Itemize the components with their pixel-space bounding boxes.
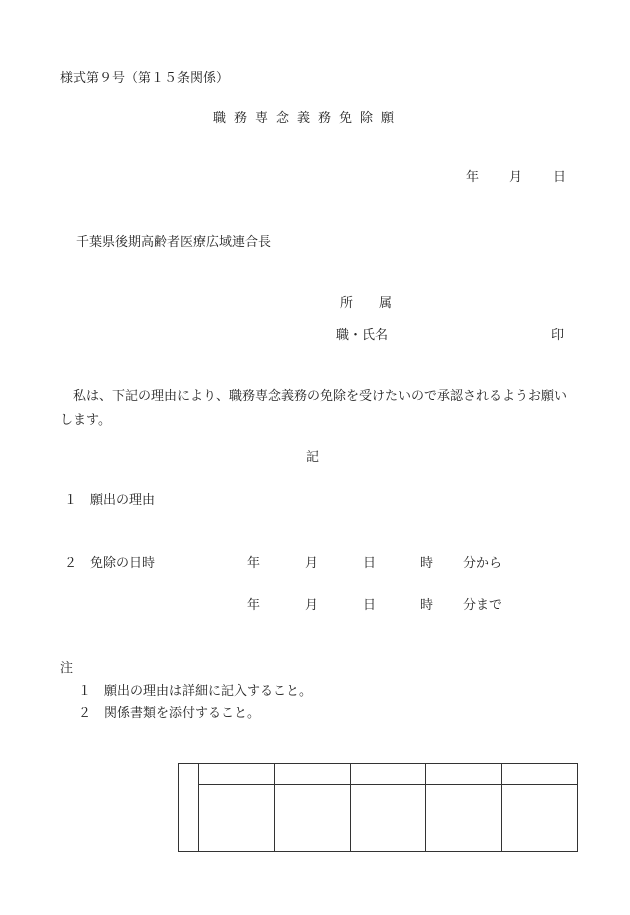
from-day-label: 日 — [363, 556, 377, 571]
approval-side-cell — [179, 764, 199, 852]
document-title: 職務専念義務免除願 — [213, 111, 403, 126]
notes-heading: 注 — [60, 661, 74, 676]
item-1-label: 願出の理由 — [90, 493, 156, 508]
note-2-number: ２ — [78, 706, 92, 721]
approval-header-cell — [350, 764, 426, 785]
approval-header-cell — [502, 764, 578, 785]
approval-table — [178, 763, 578, 852]
seal-mark: 印 — [551, 328, 565, 343]
note-2-text: 関係書類を添付すること。 — [104, 706, 261, 721]
form-number: 様式第９号（第１５条関係） — [60, 71, 230, 86]
request-text: 私は、下記の理由により、職務専念義務の免除を受けたいので承認されるようお願いします。 — [60, 389, 568, 428]
to-year-label: 年 — [247, 598, 261, 613]
from-month-label: 月 — [305, 556, 319, 571]
to-day-label: 日 — [363, 598, 377, 613]
approval-stamp-row — [179, 785, 578, 852]
date-month-label: 月 — [509, 170, 523, 185]
addressee: 千葉県後期高齢者医療広域連合長 — [76, 235, 272, 250]
approval-header-cell — [199, 764, 275, 785]
approval-stamp-cell[interactable] — [502, 785, 578, 852]
to-minute-label: 分まで — [463, 598, 503, 613]
item-2-number: ２ — [64, 556, 78, 571]
approval-header-cell — [274, 764, 350, 785]
to-hour-label: 時 — [420, 598, 434, 613]
approval-header-cell — [426, 764, 502, 785]
ki-heading: 記 — [306, 450, 320, 465]
item-2-label: 免除の日時 — [90, 556, 156, 571]
from-minute-label: 分から — [463, 556, 503, 571]
approval-stamp-cell[interactable] — [350, 785, 426, 852]
affiliation-label: 所 属 — [340, 296, 393, 311]
approval-stamp-cell[interactable] — [426, 785, 502, 852]
from-year-label: 年 — [247, 556, 261, 571]
note-1-number: １ — [78, 684, 92, 699]
from-hour-label: 時 — [420, 556, 434, 571]
to-month-label: 月 — [305, 598, 319, 613]
item-1-number: １ — [64, 493, 78, 508]
name-label: 職・氏名 — [336, 328, 389, 343]
approval-stamp-cell[interactable] — [199, 785, 275, 852]
date-day-label: 日 — [553, 170, 567, 185]
note-1-text: 願出の理由は詳細に記入すること。 — [104, 684, 313, 699]
date-year-label: 年 — [466, 170, 480, 185]
approval-header-row — [179, 764, 578, 785]
approval-stamp-cell[interactable] — [274, 785, 350, 852]
